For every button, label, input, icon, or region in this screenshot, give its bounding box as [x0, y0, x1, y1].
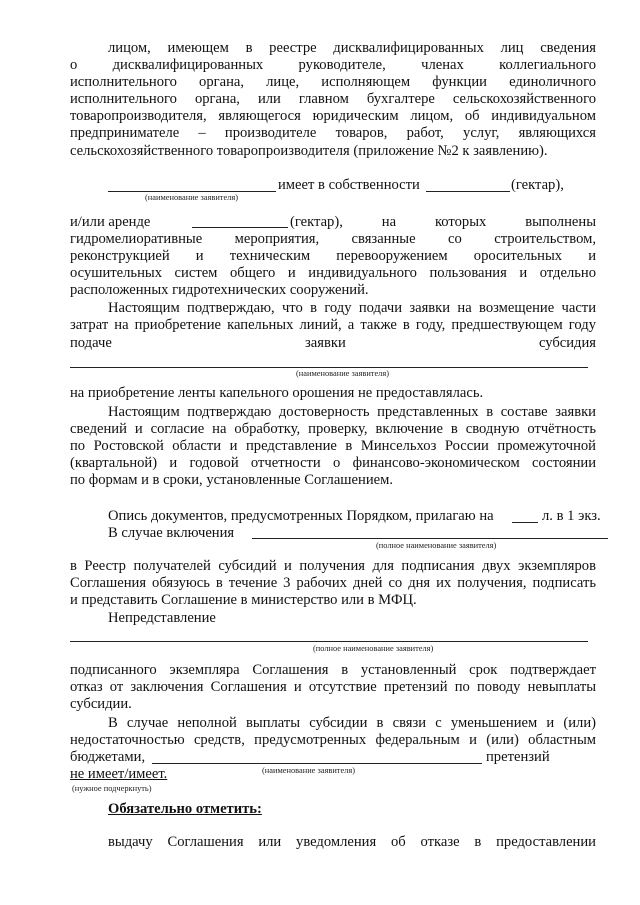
choice-line — [70, 766, 270, 783]
has-claims-choice[interactable]: не имеет/имеет. — [70, 766, 168, 782]
inventory-text: Опись документов, предусмотренных Порядком, прилагаю на — [108, 508, 494, 524]
text-line: подаче заявки субсидия — [70, 335, 596, 351]
text-line: Соглашения обязуюсь в течение 3 рабочих дней со дня их получения, подписать — [70, 575, 596, 591]
text-line: Непредставление — [108, 610, 216, 626]
text-line: на приобретение ленты капельного орошения не предоставлялась. — [70, 385, 484, 401]
text-line: В случае включения — [108, 525, 235, 541]
rent-label: и/или аренде — [70, 214, 151, 230]
text-line: субсидии. — [70, 696, 132, 712]
text-line: реконструкцией и техническим перевооружением оросительных и — [70, 248, 596, 264]
text-line: Настоящим подтверждаю достоверность представленных в составе заявки — [108, 404, 596, 420]
blank-caption: (наименование заявителя) — [262, 766, 356, 775]
applicant-name-blank[interactable] — [108, 191, 276, 192]
rented-hectares-blank[interactable] — [192, 227, 288, 228]
text-line: товаропроизводителя, являющегося юридическим лицом, об индивидуальном — [70, 108, 596, 124]
text-line: исполнительного органа, лице, исполняющем функции единоличного — [70, 74, 596, 90]
text-line: подписанного экземпляра Соглашения в установленный срок подтверждает — [70, 662, 596, 678]
text-line: предпринимателе – производителе товаров, работ, услуг, являющихся — [70, 125, 596, 141]
text-line: Настоящим подтверждаю, что в году подачи заявки на возмещение части — [108, 300, 596, 316]
blank-caption: (наименование заявителя) — [145, 193, 239, 202]
sheet-count-blank[interactable] — [512, 522, 538, 523]
text-line: претензий — [486, 749, 550, 765]
text-line: по Ростовской области и представление в Минсельхоз России промежуточной — [70, 438, 596, 454]
text-line: гидромелиоративные мероприятия, связанные со строительством, — [70, 231, 596, 247]
choice-caption: (нужное подчеркнуть) — [72, 784, 152, 793]
inventory-copies: л. в 1 экз. — [542, 508, 601, 524]
owned-hectares-blank[interactable] — [426, 191, 510, 192]
text-line: лицом, имеющем в реестре дисквалифицированных лиц сведения — [108, 40, 596, 56]
ownership-text: имеет в собственности — [278, 177, 420, 193]
blank-caption: (полное наименование заявителя) — [313, 644, 434, 653]
text-line: сведений и согласие на обработку, проверку, включение в сводную отчётность — [70, 421, 596, 437]
text-line: по формам и в сроки, установленные Соглашением. — [70, 472, 394, 488]
applicant-name-blank[interactable] — [152, 763, 482, 764]
text-line: затрат на приобретение капельных линий, а также в году, предшествующем году — [70, 317, 596, 333]
text-line: и представить Соглашение в министерство или в МФЦ. — [70, 592, 417, 608]
text-line: исполнительного органа, или главном бухгалтере сельскохозяйственного — [70, 91, 596, 107]
text-line: осушительных систем общего и индивидуального пользования и отдельно — [70, 265, 596, 281]
applicant-name-blank[interactable] — [70, 367, 588, 368]
applicant-full-name-blank[interactable] — [70, 641, 588, 642]
text-line: выдачу Соглашения или уведомления об отказе в предоставлении — [108, 834, 596, 850]
text-line: В случае неполной выплаты субсидии в связи с уменьшением и (или) — [108, 715, 596, 731]
text-line: расположенных гидротехнических сооружений. — [70, 282, 369, 298]
text-line: бюджетами, — [70, 749, 146, 765]
section-heading: Обязательно отметить: — [108, 801, 262, 817]
text-line: о дисквалифицированных руководителе, членах коллегиального — [70, 57, 596, 73]
text-line: (гектар), на которых выполнены — [290, 214, 596, 230]
text-line: (квартальной) и годовой отчетности о финансово-экономическом состоянии — [70, 455, 596, 471]
text-line: в Реестр получателей субсидий и получения для подписания двух экземпляров — [70, 558, 596, 574]
rent-label-line — [70, 214, 195, 231]
text-line: недостаточностью средств, предусмотренных федеральным и (или) областным — [70, 732, 596, 748]
hectare-unit: (гектар), — [511, 177, 564, 193]
blank-caption: (полное наименование заявителя) — [376, 541, 497, 550]
blank-caption: (наименование заявителя) — [296, 369, 390, 378]
applicant-full-name-blank[interactable] — [252, 538, 608, 539]
text-line: отказ от заключения Соглашения и отсутствие претензий по поводу невыплаты — [70, 679, 596, 695]
text-line: сельскохозяйственного товаропроизводителя (приложение №2 к заявлению). — [70, 143, 548, 159]
